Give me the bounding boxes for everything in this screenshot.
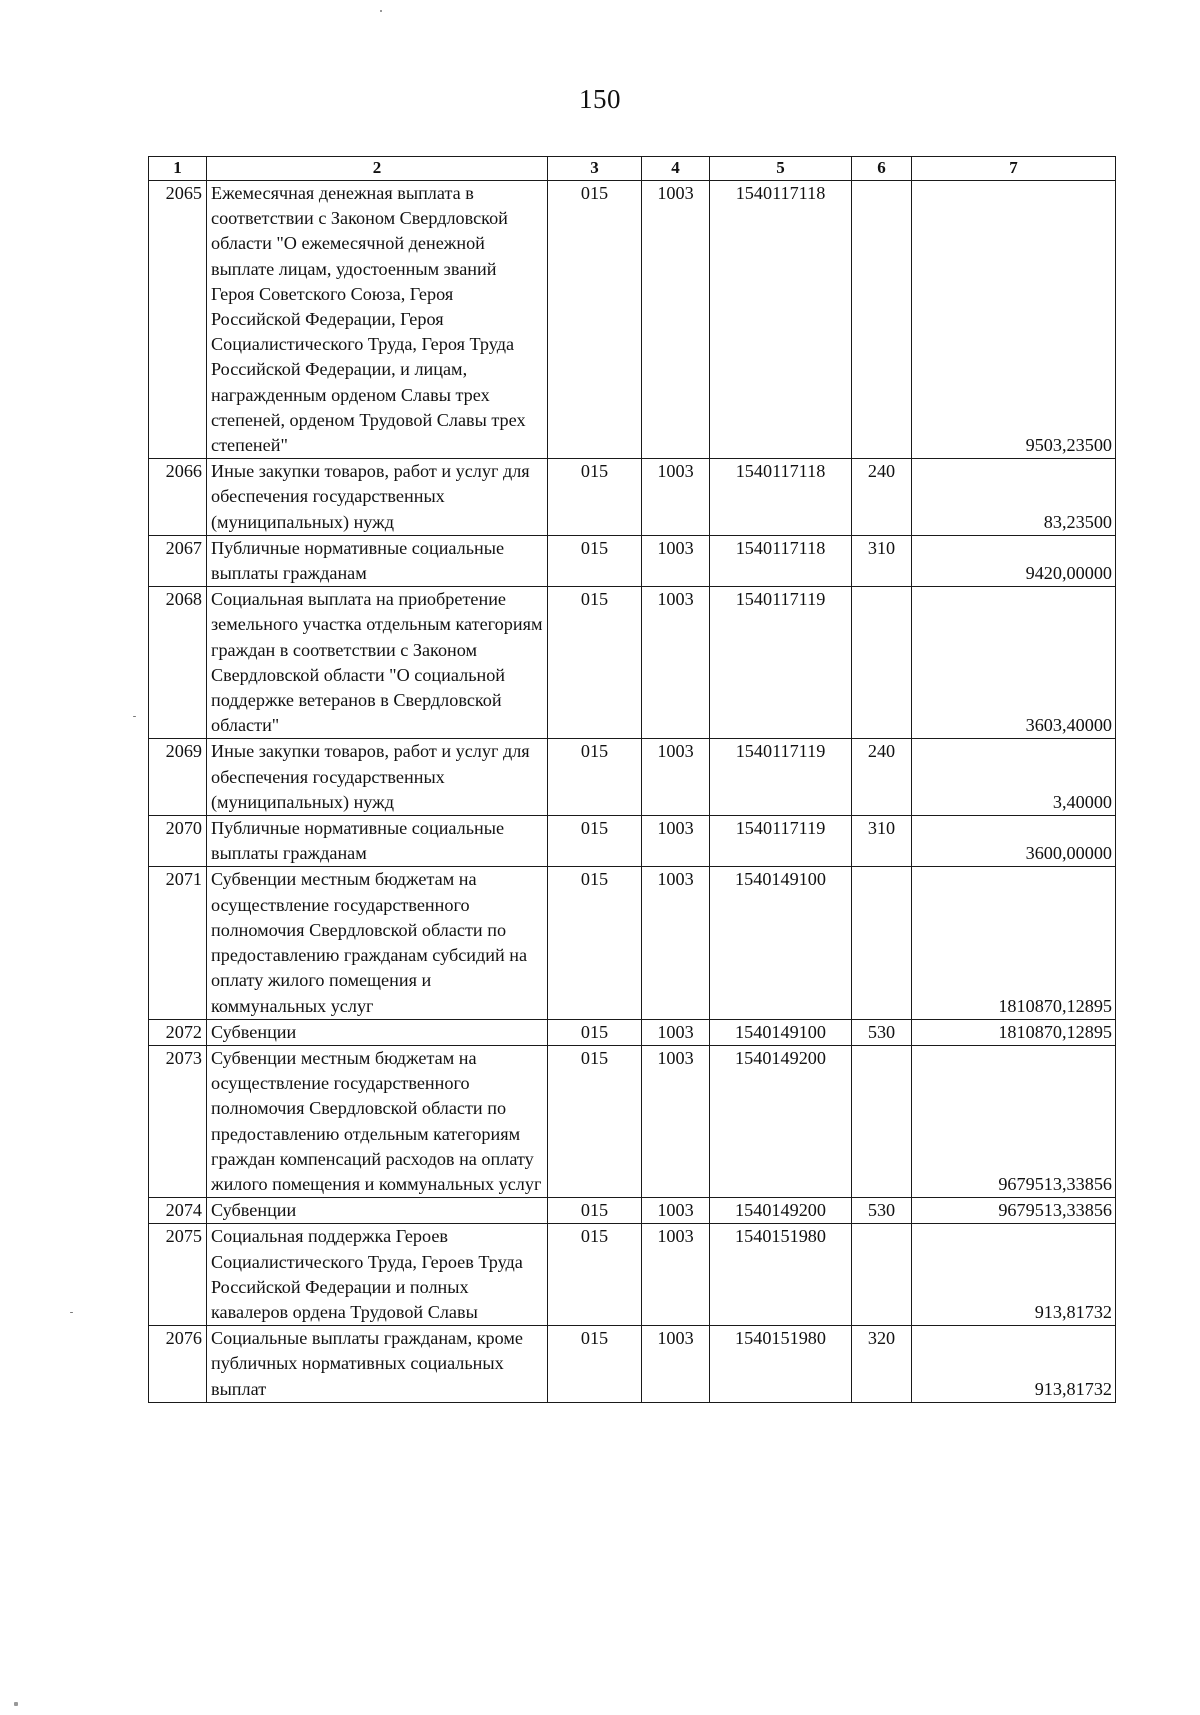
row-expense-type <box>852 1045 912 1197</box>
table-row <box>149 867 1116 1019</box>
row-number: 2065 <box>149 181 207 459</box>
row-amount: 1810870,12895 <box>912 1019 1116 1045</box>
row-amount: 9420,00000 <box>912 535 1116 586</box>
scan-speck <box>70 1312 73 1313</box>
row-number: 2072 <box>149 1019 207 1045</box>
budget-table <box>148 156 1116 1403</box>
row-ministry-code: 015 <box>548 1224 642 1326</box>
table-row <box>149 816 1116 867</box>
table-row <box>149 1019 1116 1045</box>
row-ministry-code: 015 <box>548 1198 642 1224</box>
row-name: Субвенции местным бюджетам на осуществление государственного полномочия Свердловской области по предоставлению отдельным категориям граждан компенсаций расходов на оплату жилого помещения и коммунальных услуг <box>207 1045 548 1197</box>
row-number: 2066 <box>149 459 207 536</box>
column-header-2: 2 <box>207 157 548 181</box>
row-section-code: 1003 <box>642 1019 710 1045</box>
row-ministry-code: 015 <box>548 1045 642 1197</box>
row-expense-type: 530 <box>852 1019 912 1045</box>
row-target-code: 1540149100 <box>710 1019 852 1045</box>
row-expense-type: 320 <box>852 1326 912 1403</box>
row-amount: 3603,40000 <box>912 587 1116 739</box>
row-number: 2076 <box>149 1326 207 1403</box>
row-section-code: 1003 <box>642 181 710 459</box>
row-section-code: 1003 <box>642 459 710 536</box>
row-target-code: 1540151980 <box>710 1326 852 1403</box>
column-header-5: 5 <box>710 157 852 181</box>
row-number: 2069 <box>149 739 207 816</box>
row-amount: 9679513,33856 <box>912 1198 1116 1224</box>
table-row <box>149 1045 1116 1197</box>
row-name: Иные закупки товаров, работ и услуг для обеспечения государственных (муниципальных) нужд <box>207 459 548 536</box>
row-expense-type <box>852 867 912 1019</box>
row-name: Субвенции местным бюджетам на осуществление государственного полномочия Свердловской области по предоставлению гражданам субсидий на оплату жилого помещения и коммунальных услуг <box>207 867 548 1019</box>
row-section-code: 1003 <box>642 1326 710 1403</box>
row-number: 2074 <box>149 1198 207 1224</box>
row-section-code: 1003 <box>642 1224 710 1326</box>
row-number: 2075 <box>149 1224 207 1326</box>
table-row <box>149 739 1116 816</box>
row-name: Субвенции <box>207 1198 548 1224</box>
table-row <box>149 459 1116 536</box>
row-section-code: 1003 <box>642 1045 710 1197</box>
column-header-1: 1 <box>149 157 207 181</box>
row-ministry-code: 015 <box>548 535 642 586</box>
table-body <box>149 181 1116 1403</box>
table-row <box>149 587 1116 739</box>
page-number: 150 <box>579 84 621 114</box>
row-target-code: 1540117119 <box>710 587 852 739</box>
row-amount: 83,23500 <box>912 459 1116 536</box>
row-expense-type <box>852 181 912 459</box>
row-amount: 3600,00000 <box>912 816 1116 867</box>
row-target-code: 1540149200 <box>710 1198 852 1224</box>
row-expense-type: 240 <box>852 459 912 536</box>
row-ministry-code: 015 <box>548 1326 642 1403</box>
row-expense-type: 310 <box>852 535 912 586</box>
row-name: Социальные выплаты гражданам, кроме публичных нормативных социальных выплат <box>207 1326 548 1403</box>
row-amount: 3,40000 <box>912 739 1116 816</box>
row-number: 2070 <box>149 816 207 867</box>
row-amount: 913,81732 <box>912 1326 1116 1403</box>
row-name: Иные закупки товаров, работ и услуг для обеспечения государственных (муниципальных) нужд <box>207 739 548 816</box>
row-amount: 1810870,12895 <box>912 867 1116 1019</box>
row-section-code: 1003 <box>642 1198 710 1224</box>
column-header-4: 4 <box>642 157 710 181</box>
column-header-7: 7 <box>912 157 1116 181</box>
row-amount: 9503,23500 <box>912 181 1116 459</box>
row-expense-type: 530 <box>852 1198 912 1224</box>
row-number: 2071 <box>149 867 207 1019</box>
row-name: Социальная выплата на приобретение земельного участка отдельным категориям граждан в соответствии с Законом Свердловской области "О социальной поддержке ветеранов в Свердловской области" <box>207 587 548 739</box>
row-name: Публичные нормативные социальные выплаты гражданам <box>207 535 548 586</box>
scan-speck <box>380 10 382 12</box>
row-target-code: 1540117119 <box>710 739 852 816</box>
column-header-3: 3 <box>548 157 642 181</box>
row-ministry-code: 015 <box>548 181 642 459</box>
row-ministry-code: 015 <box>548 816 642 867</box>
row-number: 2073 <box>149 1045 207 1197</box>
row-number: 2068 <box>149 587 207 739</box>
table-header-row <box>149 157 1116 181</box>
row-ministry-code: 015 <box>548 459 642 536</box>
row-name: Ежемесячная денежная выплата в соответствии с Законом Свердловской области "О ежемесячной денежной выплате лицам, удостоенным званий Героя Советского Союза, Героя Российской Федерации, Героя Социалистического Труда, Героя Труда Российской Федерации, и лицам, награжденным орденом Славы трех степеней, орденом Трудовой Славы трех степеней" <box>207 181 548 459</box>
row-section-code: 1003 <box>642 816 710 867</box>
row-target-code: 1540117118 <box>710 459 852 536</box>
row-ministry-code: 015 <box>548 587 642 739</box>
row-target-code: 1540117118 <box>710 535 852 586</box>
row-section-code: 1003 <box>642 587 710 739</box>
table-row <box>149 181 1116 459</box>
row-section-code: 1003 <box>642 535 710 586</box>
row-ministry-code: 015 <box>548 739 642 816</box>
row-target-code: 1540151980 <box>710 1224 852 1326</box>
row-expense-type: 240 <box>852 739 912 816</box>
column-header-6: 6 <box>852 157 912 181</box>
row-ministry-code: 015 <box>548 1019 642 1045</box>
row-target-code: 1540117118 <box>710 181 852 459</box>
table-row <box>149 535 1116 586</box>
row-name: Публичные нормативные социальные выплаты гражданам <box>207 816 548 867</box>
row-amount: 9679513,33856 <box>912 1045 1116 1197</box>
table-row <box>149 1198 1116 1224</box>
row-name: Социальная поддержка Героев Социалистического Труда, Героев Труда Российской Федерации и полных кавалеров ордена Трудовой Славы <box>207 1224 548 1326</box>
scan-speck <box>14 1702 18 1706</box>
row-expense-type: 310 <box>852 816 912 867</box>
row-target-code: 1540149200 <box>710 1045 852 1197</box>
row-target-code: 1540117119 <box>710 816 852 867</box>
table-row <box>149 1326 1116 1403</box>
row-section-code: 1003 <box>642 739 710 816</box>
scan-speck <box>133 716 136 717</box>
row-number: 2067 <box>149 535 207 586</box>
row-ministry-code: 015 <box>548 867 642 1019</box>
row-expense-type <box>852 1224 912 1326</box>
row-name: Субвенции <box>207 1019 548 1045</box>
row-expense-type <box>852 587 912 739</box>
table-row <box>149 1224 1116 1326</box>
row-amount: 913,81732 <box>912 1224 1116 1326</box>
row-target-code: 1540149100 <box>710 867 852 1019</box>
row-section-code: 1003 <box>642 867 710 1019</box>
